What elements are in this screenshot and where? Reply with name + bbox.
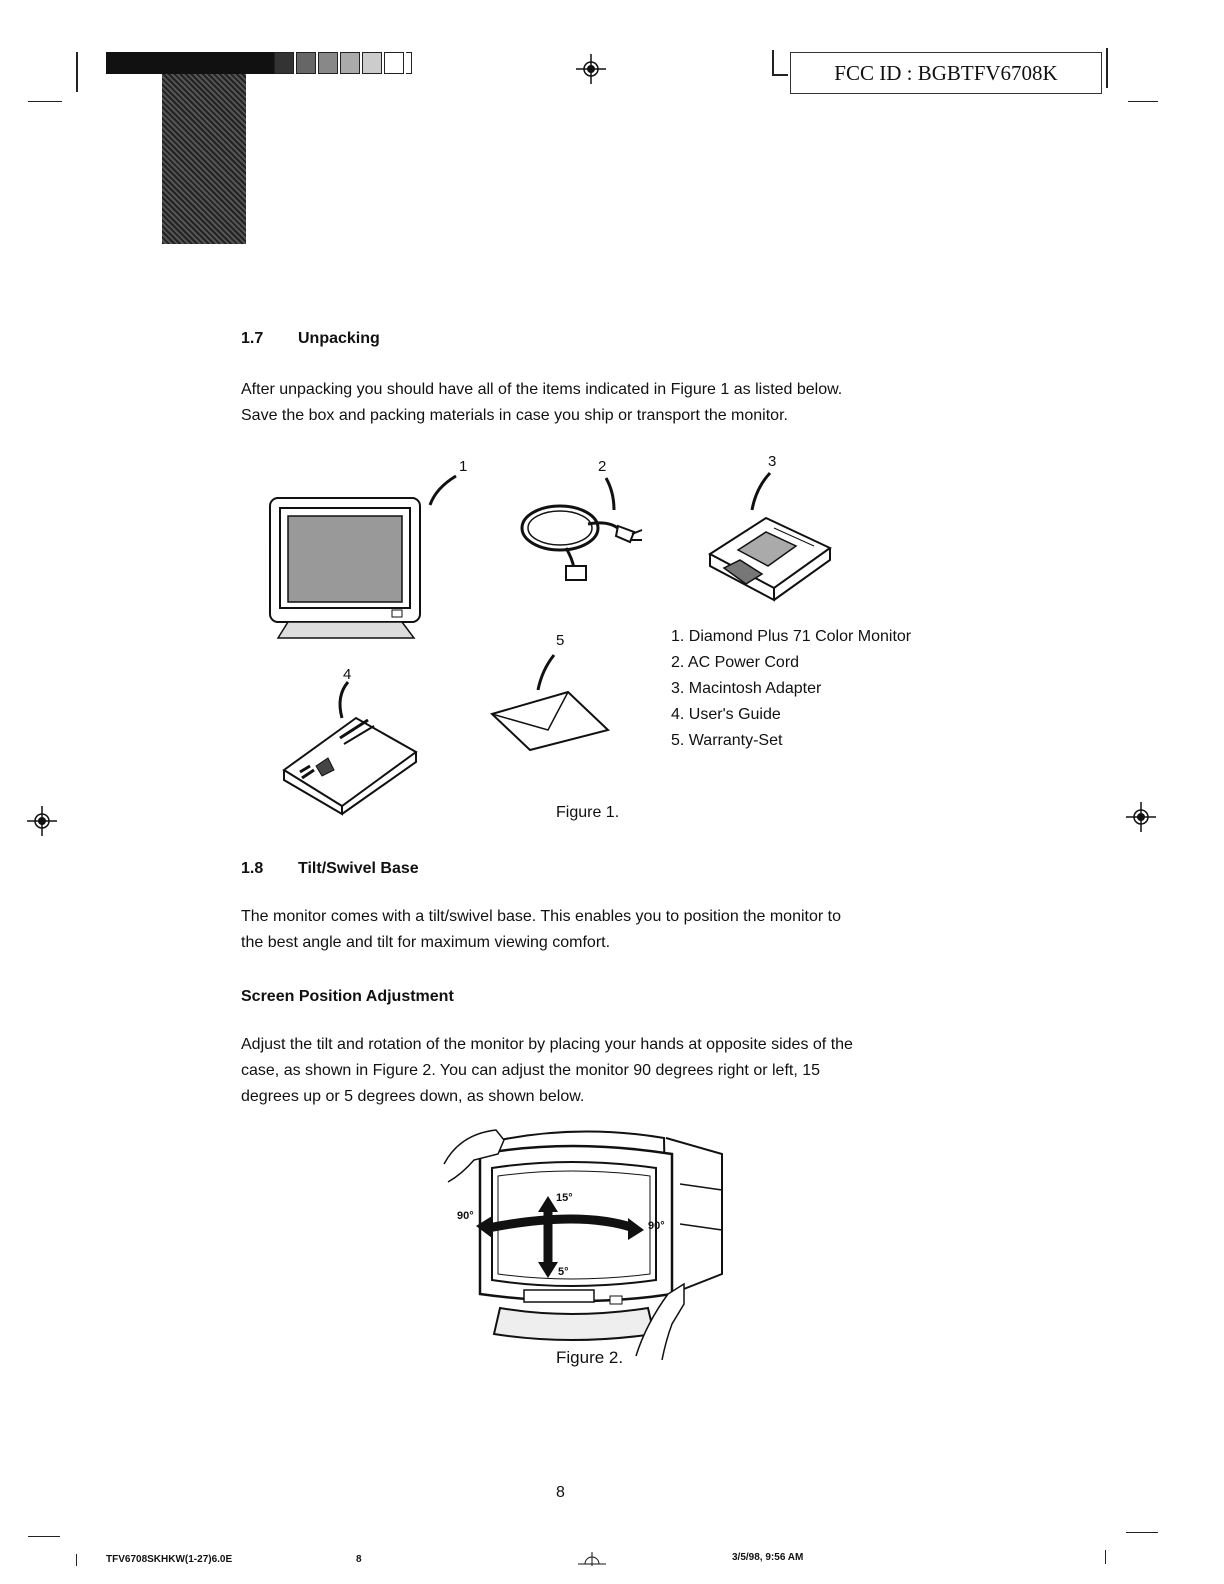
callout-number: 5 bbox=[556, 632, 565, 649]
legend-item: 1. Diamond Plus 71 Color Monitor bbox=[671, 628, 912, 645]
paragraph-line: Save the box and packing materials in case you ship or transport the monitor. bbox=[241, 407, 788, 424]
footer-timestamp: 3/5/98, 9:56 AM bbox=[732, 1552, 804, 1563]
fcc-id-text: FCC ID : BGBTFV6708K bbox=[834, 60, 1058, 85]
legend-item: 4. User's Guide bbox=[671, 706, 781, 723]
figure-caption: Figure 2. bbox=[556, 1348, 624, 1367]
users-guide-illustration bbox=[280, 712, 420, 816]
paragraph-line: Adjust the tilt and rotation of the monitor by placing your hands at opposite sides of the bbox=[241, 1036, 853, 1053]
callout-number: 1 bbox=[459, 458, 468, 475]
page-number: 8 bbox=[556, 1484, 565, 1501]
section-title: Unpacking bbox=[298, 330, 380, 347]
paragraph-line: degrees up or 5 degrees down, as shown below. bbox=[241, 1088, 585, 1105]
figure-caption: Figure 1. bbox=[556, 804, 620, 821]
section-number: 1.7 bbox=[241, 330, 264, 347]
section-title: Tilt/Swivel Base bbox=[298, 860, 419, 877]
paragraph-line: the best angle and tilt for maximum viewing comfort. bbox=[241, 934, 611, 951]
footer-page: 8 bbox=[356, 1554, 362, 1565]
swivel-left-label: 90° bbox=[457, 1210, 474, 1222]
swivel-right-label: 90° bbox=[648, 1220, 665, 1232]
callout-number: 4 bbox=[343, 666, 352, 683]
legend-item: 5. Warranty-Set bbox=[671, 732, 783, 749]
section-number: 1.8 bbox=[241, 860, 264, 877]
callout-number: 2 bbox=[598, 458, 607, 475]
legend-item: 3. Macintosh Adapter bbox=[671, 680, 822, 697]
tilt-swivel-illustration bbox=[440, 1124, 732, 1360]
envelope-illustration bbox=[490, 690, 610, 752]
tilt-up-label: 15° bbox=[556, 1192, 573, 1204]
subsection-title: Screen Position Adjustment bbox=[241, 988, 454, 1005]
paragraph-line: After unpacking you should have all of the items indicated in Figure 1 as listed below. bbox=[241, 381, 843, 398]
callout-number: 3 bbox=[768, 453, 777, 470]
tilt-down-label: 5° bbox=[558, 1266, 569, 1278]
footer-filename: TFV6708SKHKW(1-27)6.0E bbox=[106, 1554, 233, 1565]
adapter-illustration bbox=[704, 508, 836, 604]
paragraph-line: case, as shown in Figure 2. You can adjust the monitor 90 degrees right or left, 15 bbox=[241, 1062, 821, 1079]
power-cord-illustration bbox=[518, 496, 648, 586]
monitor-illustration bbox=[268, 494, 424, 644]
paragraph-line: The monitor comes with a tilt/swivel base. This enables you to position the monitor to bbox=[241, 908, 841, 925]
legend-item: 2. AC Power Cord bbox=[671, 654, 800, 671]
